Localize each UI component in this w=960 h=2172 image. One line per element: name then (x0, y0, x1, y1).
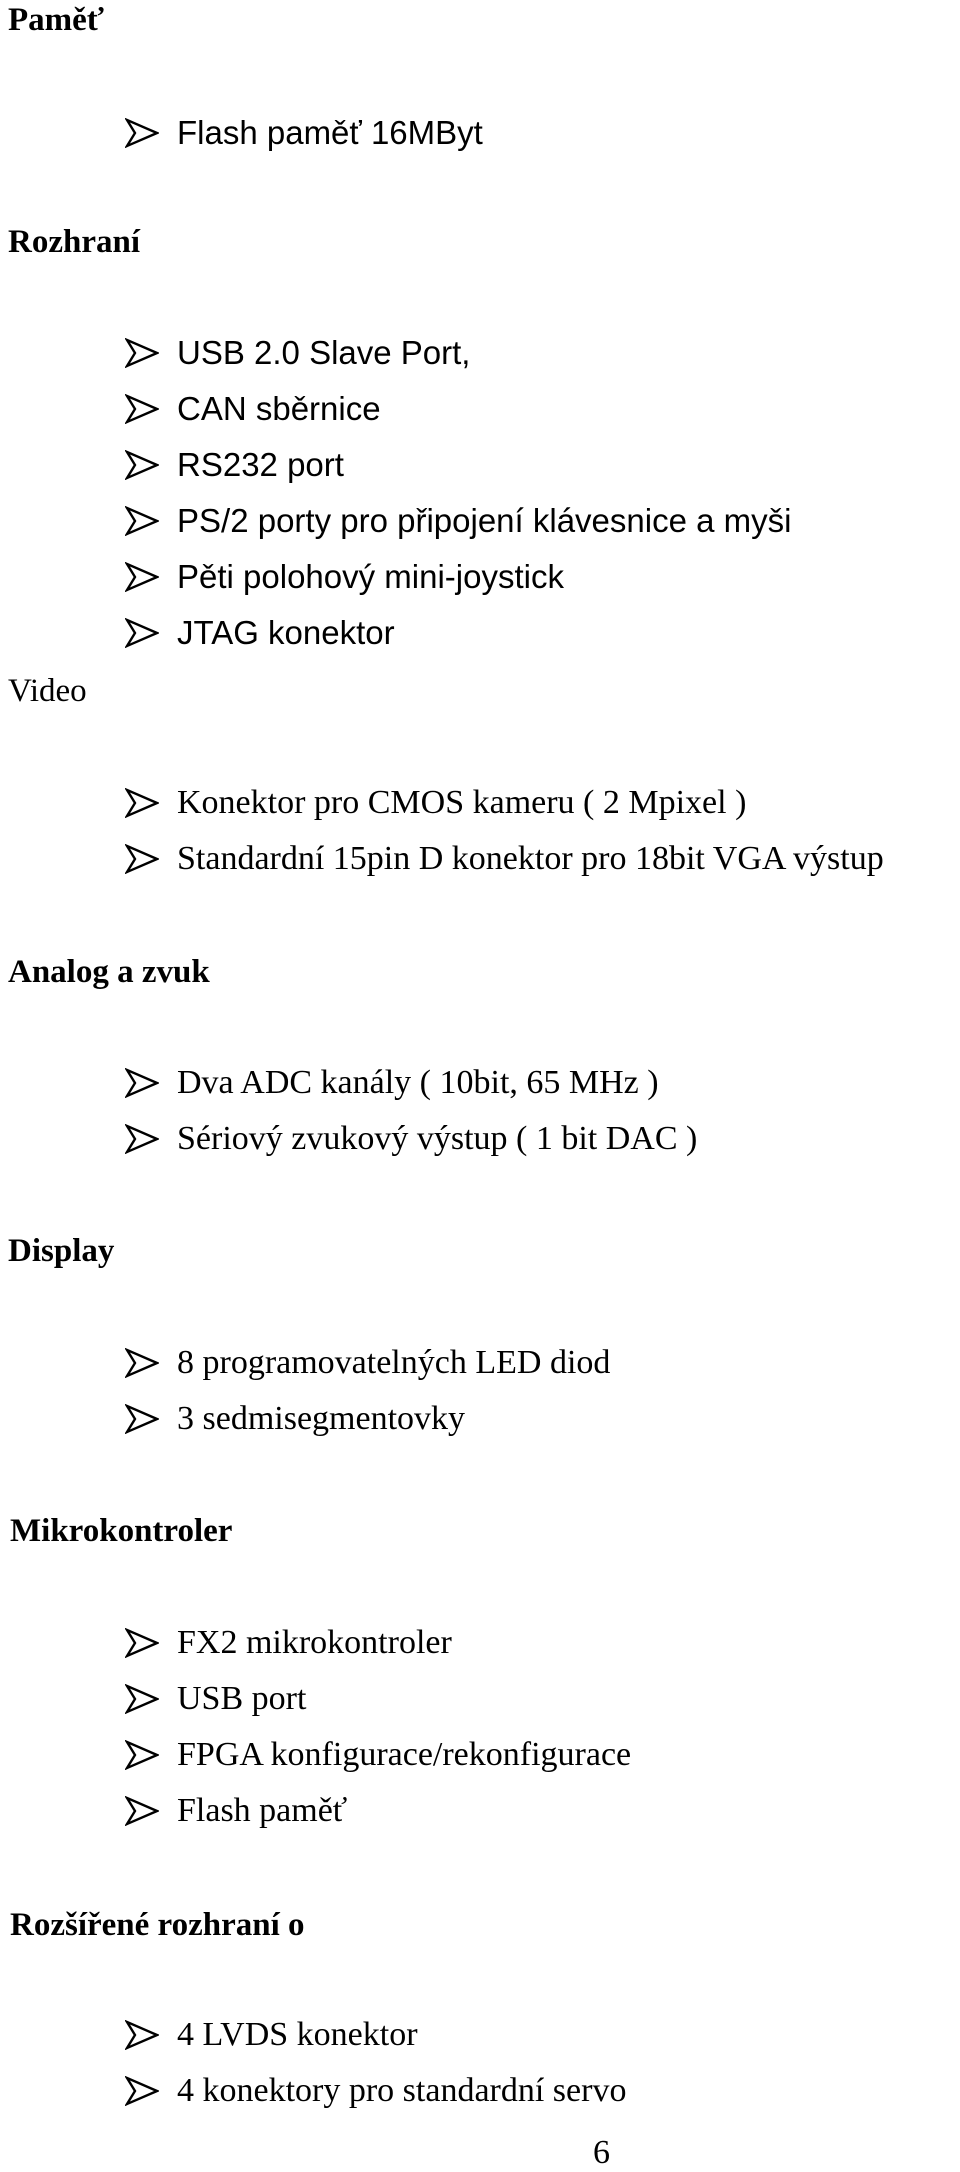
arrowhead-bullet-icon (125, 389, 177, 429)
heading-rozhrani: Rozhraní (8, 224, 140, 260)
arrowhead-bullet-icon (125, 1679, 177, 1719)
heading-rozsirene-rozhrani: Rozšířené rozhraní o (10, 1907, 305, 1943)
list-item (125, 105, 483, 161)
heading-pamet: Paměť (8, 2, 104, 38)
list-item (125, 1783, 347, 1839)
list-item (125, 1055, 659, 1111)
list-item (125, 1111, 697, 1167)
list-item-text: PS/2 porty pro připojení klávesnice a myši (177, 502, 792, 539)
list-item-text: USB port (177, 1680, 307, 1717)
heading-display: Display (8, 1233, 115, 1269)
list-item-text: Sériový zvukový výstup ( 1 bit DAC ) (177, 1120, 698, 1157)
arrowhead-bullet-icon (125, 839, 177, 879)
arrowhead-bullet-icon (125, 1063, 177, 1103)
list-item (125, 549, 564, 605)
arrowhead-bullet-icon (125, 557, 177, 597)
list-item-text: FPGA konfigurace/rekonfigurace (177, 1736, 632, 1773)
list-item-text: 3 sedmisegmentovky (177, 1400, 466, 1437)
arrowhead-bullet-icon (125, 333, 177, 373)
list-item (125, 1335, 610, 1391)
list-item (125, 325, 470, 381)
list-item-text: 4 LVDS konektor (177, 2016, 418, 2053)
list-item (125, 605, 395, 661)
list-item-text: Konektor pro CMOS kameru ( 2 Mpixel ) (177, 784, 747, 821)
list-item-text: CAN sběrnice (177, 390, 381, 427)
list-item (125, 1727, 631, 1783)
arrowhead-bullet-icon (125, 113, 177, 153)
arrowhead-bullet-icon (125, 1343, 177, 1383)
list-item-text: Pěti polohový mini-joystick (177, 558, 564, 595)
heading-analog-a-zvuk: Analog a zvuk (8, 954, 210, 990)
list-item (125, 381, 381, 437)
arrowhead-bullet-icon (125, 2071, 177, 2111)
arrowhead-bullet-icon (125, 1119, 177, 1159)
arrowhead-bullet-icon (125, 1735, 177, 1775)
arrowhead-bullet-icon (125, 1791, 177, 1831)
list-item-text: FX2 mikrokontroler (177, 1624, 452, 1661)
list-item (125, 1671, 306, 1727)
list-item (125, 437, 344, 493)
heading-mikrokontroler: Mikrokontroler (10, 1513, 233, 1549)
list-item-text: 8 programovatelných LED diod (177, 1344, 611, 1381)
list-item (125, 831, 884, 887)
list-item-text: Flash paměť 16MByt (177, 114, 483, 151)
list-item (125, 1615, 452, 1671)
list-item-text: 4 konektory pro standardní servo (177, 2072, 627, 2109)
list-item-text: RS232 port (177, 446, 344, 483)
list-item-text: JTAG konektor (177, 614, 395, 651)
arrowhead-bullet-icon (125, 445, 177, 485)
arrowhead-bullet-icon (125, 1399, 177, 1439)
list-item (125, 1391, 465, 1447)
arrowhead-bullet-icon (125, 613, 177, 653)
heading-video: Video (8, 673, 87, 709)
list-item-text: Dva ADC kanály ( 10bit, 65 MHz ) (177, 1064, 659, 1101)
arrowhead-bullet-icon (125, 501, 177, 541)
list-item (125, 775, 746, 831)
list-item-text: USB 2.0 Slave Port, (177, 334, 471, 371)
arrowhead-bullet-icon (125, 2015, 177, 2055)
list-item (125, 2007, 418, 2063)
arrowhead-bullet-icon (125, 1623, 177, 1663)
list-item-text: Flash paměť (177, 1792, 348, 1829)
page-number: 6 (593, 2134, 610, 2171)
arrowhead-bullet-icon (125, 783, 177, 823)
list-item-text: Standardní 15pin D konektor pro 18bit VGA výstup (177, 840, 884, 877)
list-item (125, 493, 791, 549)
list-item (125, 2063, 626, 2119)
